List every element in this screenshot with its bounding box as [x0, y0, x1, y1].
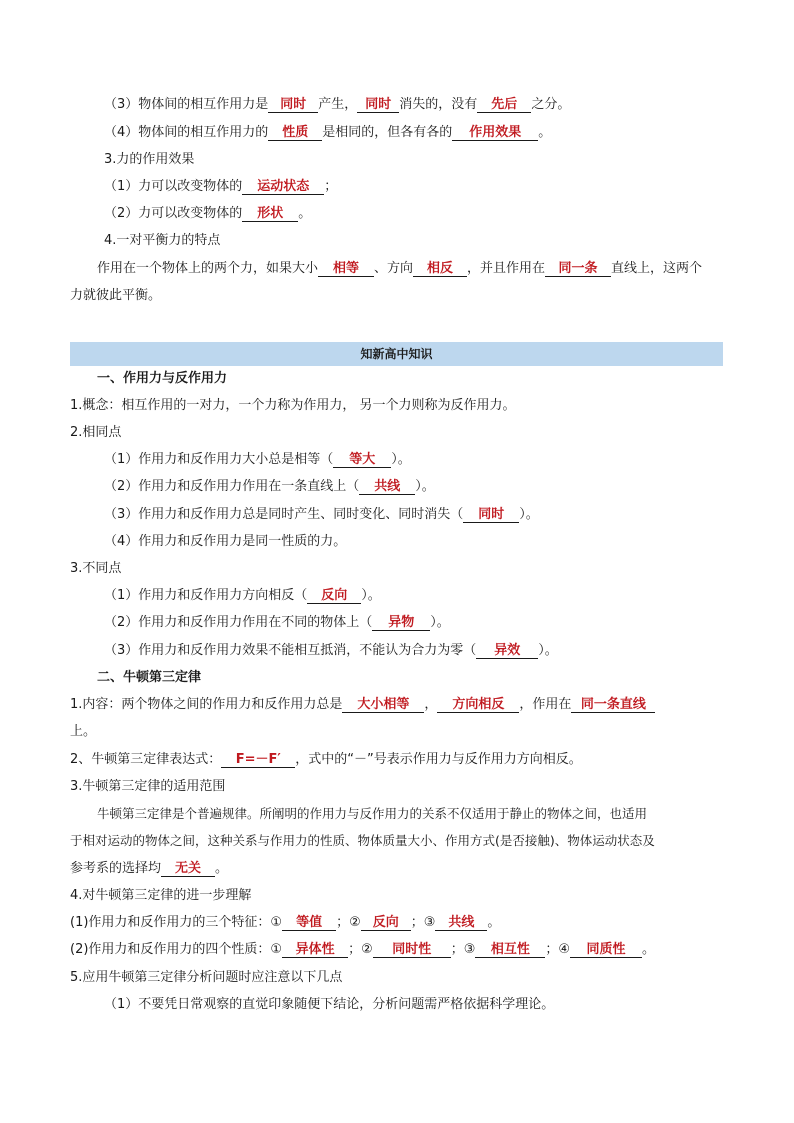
text-line: （4）物体间的相互作用力的 性质 是相同的，但各有各的 作用效果 。 [104, 125, 552, 140]
section-heading: 4.对牛顿第三定律的进一步理解 [70, 888, 252, 903]
answer-blank: 先后 [477, 97, 531, 113]
answer-blank: 反向 [361, 915, 411, 931]
answer-blank: 同时 [268, 97, 318, 113]
text-line: 参考系的选择均 无关 。 [70, 861, 229, 876]
answer-blank: 运动状态 [242, 179, 324, 195]
text-line: （1）力可以改变物体的 运动状态 ； [104, 179, 338, 194]
section-heading: 3.不同点 [70, 561, 122, 576]
text-line: 上。 [70, 724, 97, 739]
answer-blank: 形状 [242, 206, 298, 222]
answer-blank: 同时性 [373, 942, 451, 958]
answer-blank: 同一条 [545, 261, 611, 277]
formula-blank: F=－F′ [221, 752, 295, 768]
answer-blank: 同质性 [570, 942, 642, 958]
answer-blank: 同一条直线 [571, 697, 655, 713]
text-line: （1）作用力和反作用力大小总是相等（ 等大 ）。 [104, 452, 411, 467]
text-line: （3）物体间的相互作用力是 同时 产生， 同时 消失的，没有 先后 之分。 [104, 97, 571, 112]
answer-blank: 共线 [359, 479, 415, 495]
text-line: 2、牛顿第三定律表达式： F=－F′ ，式中的“－”号表示作用力与反作用力方向相反。 [70, 752, 582, 767]
answer-blank: 异效 [476, 643, 538, 659]
text-line: （3）作用力和反作用力总是同时产生、同时变化、同时消失（ 同时 ）。 [104, 507, 539, 522]
answer-blank: 大小相等 [342, 697, 424, 713]
text-line: (2)作用力和反作用力的四个性质：① 异体性 ；② 同时性 ；③ 相互性 ；④ 同质性 。 [70, 942, 656, 957]
answer-blank: 共线 [435, 915, 487, 931]
text-line: （4）作用力和反作用力是同一性质的力。 [104, 534, 347, 549]
text-line: （2）作用力和反作用力作用在不同的物体上（ 异物 ）。 [104, 615, 450, 630]
section-heading: 2.相同点 [70, 425, 122, 440]
section-heading: 4.一对平衡力的特点 [104, 233, 221, 248]
answer-blank: 相互性 [475, 942, 545, 958]
text-line: （1）不要凭日常观察的直觉印象随便下结论，分析问题需严格依据科学理论。 [104, 997, 555, 1012]
text-line: 于相对运动的物体之间，这种关系与作用力的性质、物体质量大小、作用方式(是否接触)、物体运动状态及 [70, 833, 655, 848]
answer-blank: 反向 [307, 588, 361, 604]
text-line: （3）作用力和反作用力效果不能相互抵消，不能认为合力为零（ 异效 ）。 [104, 643, 558, 658]
section-heading: 3.牛顿第三定律的适用范围 [70, 779, 226, 794]
section-title: 一、作用力与反作用力 [97, 371, 228, 386]
answer-blank: 同时 [463, 507, 519, 523]
answer-blank: 性质 [268, 125, 322, 141]
text-line: （2）力可以改变物体的 形状 。 [104, 206, 312, 221]
answer-blank: 相反 [413, 261, 467, 277]
text-line: 1.概念：相互作用的一对力，一个力称为作用力， 另一个力则称为反作用力。 [70, 398, 516, 413]
answer-blank: 等值 [282, 915, 336, 931]
text-line: (1)作用力和反作用力的三个特征：① 等值 ；② 反向 ；③ 共线 。 [70, 915, 501, 930]
answer-blank: 作用效果 [452, 125, 538, 141]
text-line: 1.内容：两个物体之间的作用力和反作用力总是 大小相等 ， 方向相反 ，作用在 同一条直线 [70, 696, 730, 714]
text-line: 牛顿第三定律是个普遍规律。所阐明的作用力与反作用力的关系不仅适用于静止的物体之间，也适用 [97, 806, 648, 821]
section-heading: 5.应用牛顿第三定律分析问题时应注意以下几点 [70, 970, 343, 985]
text-line: 作用在一个物体上的两个力，如果大小 相等 、方向 相反 ，并且作用在 同一条 直线上，这两个 [97, 261, 703, 276]
answer-blank: 无关 [161, 861, 215, 877]
text-line: （2）作用力和反作用力作用在一条直线上（ 共线 ）。 [104, 479, 435, 494]
text-line: （1）作用力和反作用力方向相反（ 反向 ）。 [104, 588, 381, 603]
section-title: 二、牛顿第三定律 [97, 670, 202, 685]
answer-blank: 异物 [372, 615, 430, 631]
answer-blank: 相等 [318, 261, 374, 277]
section-heading: 3.力的作用效果 [104, 152, 195, 167]
answer-blank: 等大 [333, 452, 391, 468]
section-banner: 知新高中知识 [70, 342, 723, 366]
answer-blank: 异体性 [282, 942, 348, 958]
answer-blank: 方向相反 [437, 697, 519, 713]
text-line: 力就彼此平衡。 [70, 288, 162, 303]
answer-blank: 同时 [357, 97, 399, 113]
